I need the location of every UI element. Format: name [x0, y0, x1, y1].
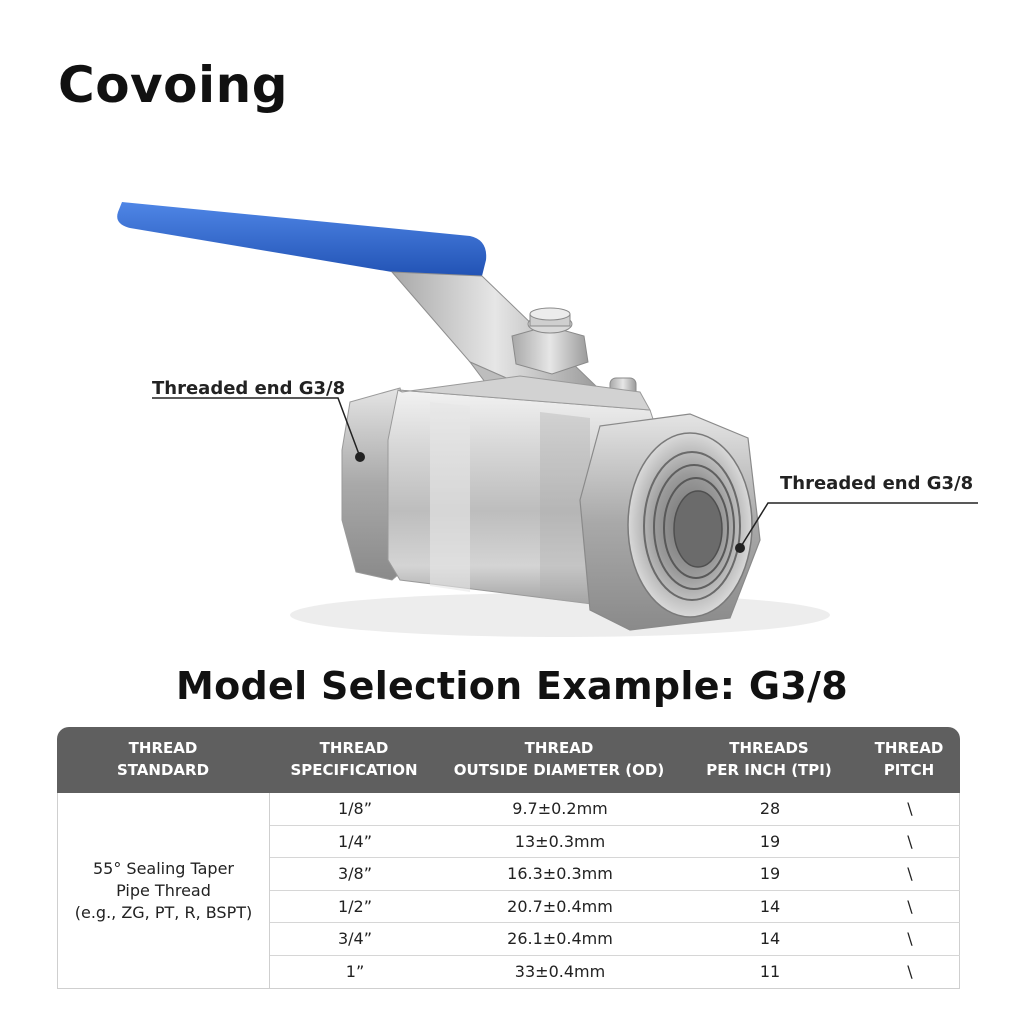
- cell-spec: 1/4”: [337, 831, 373, 851]
- cell-spec: 1/8”: [337, 799, 373, 818]
- cell-tpi: 19: [759, 831, 781, 851]
- cell-spec: 3/8”: [337, 864, 373, 883]
- cell-od: 13±0.3mm: [514, 831, 606, 851]
- cell-od: 33±0.4mm: [514, 961, 606, 981]
- cell-pitch: \: [907, 896, 913, 916]
- thread-spec-table: [57, 727, 960, 989]
- cell-tpi: 14: [759, 896, 781, 916]
- cell-tpi: 14: [759, 929, 781, 948]
- cell-pitch: \: [907, 961, 913, 981]
- header-tpi: THREADS PER INCH (TPI): [706, 739, 832, 779]
- table-row: [270, 923, 960, 956]
- header-thread-pitch: THREAD PITCH: [874, 739, 944, 779]
- table-row: [270, 891, 960, 924]
- header-thread-standard: THREAD STANDARD: [116, 739, 210, 779]
- cell-spec: 1/2”: [337, 896, 373, 916]
- cell-od: 26.1±0.4mm: [507, 929, 613, 948]
- ball-valve-image: [0, 140, 1024, 660]
- cell-pitch: \: [907, 864, 913, 883]
- table-body: [57, 793, 960, 989]
- table-header: [57, 727, 960, 793]
- thread-standard-cell: 55° Sealing Taper Pipe Thread (e.g., ZG, PT, R, BSPT): [58, 793, 270, 988]
- cell-pitch: \: [907, 831, 913, 851]
- cell-spec: 1”: [345, 961, 365, 981]
- header-outside-diameter: THREAD OUTSIDE DIAMETER (OD): [453, 739, 665, 779]
- cell-od: 9.7±0.2mm: [512, 799, 608, 818]
- section-title: Model Selection Example: G3/8: [176, 664, 848, 708]
- callout-right-threaded-end: Threaded end G3/8: [780, 473, 974, 494]
- cell-pitch: \: [907, 799, 913, 818]
- cell-od: 20.7±0.4mm: [507, 896, 613, 916]
- cell-tpi: 28: [759, 799, 781, 818]
- table-row: [270, 956, 960, 989]
- brand-logo-text: Covoing: [58, 56, 289, 114]
- cell-spec: 3/4”: [337, 929, 373, 948]
- callout-left-threaded-end: Threaded end G3/8: [152, 378, 346, 399]
- table-row: [270, 826, 960, 859]
- cell-tpi: 19: [759, 864, 781, 883]
- cell-pitch: \: [907, 929, 913, 948]
- cell-tpi: 11: [759, 961, 781, 981]
- table-row: [270, 793, 960, 826]
- table-row: [270, 858, 960, 891]
- cell-od: 16.3±0.3mm: [507, 864, 613, 883]
- header-thread-specification: THREAD SPECIFICATION: [290, 739, 418, 779]
